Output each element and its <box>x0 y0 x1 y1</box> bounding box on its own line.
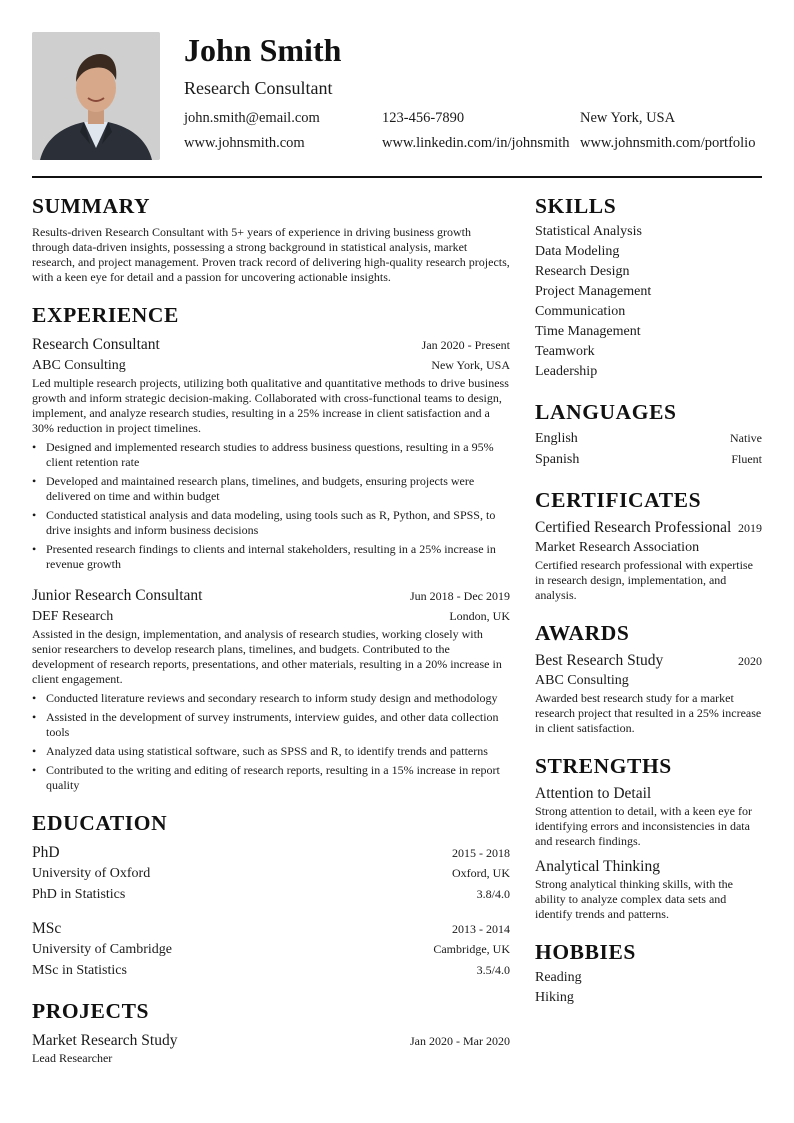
project-entry <box>32 1031 510 1066</box>
list-item: • Conducted statistical analysis and data modeling, using tools such as R, Python, and SPSS, to drive insights and inform business decisions <box>32 508 510 538</box>
job-bullets <box>32 440 510 572</box>
job-location: New York, USA <box>431 358 510 372</box>
job-company: DEF Research <box>32 609 114 624</box>
certificate-year: 2019 <box>738 521 762 535</box>
school: University of Oxford <box>32 866 151 881</box>
strength-name: Attention to Detail <box>535 785 652 802</box>
summary-heading: SUMMARY <box>32 194 151 218</box>
school-location: Oxford, UK <box>452 866 510 880</box>
certificates-section <box>535 486 762 603</box>
gpa: 3.8/4.0 <box>476 887 510 901</box>
gpa: 3.5/4.0 <box>476 963 510 977</box>
list-item: • Designed and implemented research studies to address business questions, resulting in a 95% client retention rate <box>32 440 510 470</box>
linkedin-link[interactable]: www.linkedin.com/in/johnsmith <box>382 135 570 151</box>
award-year: 2020 <box>738 654 762 668</box>
languages-heading: LANGUAGES <box>535 400 677 424</box>
skill-item: Teamwork <box>535 344 595 359</box>
hobbies-heading: HOBBIES <box>535 940 636 964</box>
job-location: London, UK <box>449 609 510 623</box>
list-item: • Developed and maintained research plans, timelines, and budgets, ensuring projects were delivered on time and within budget <box>32 474 510 504</box>
job-dates: Jun 2018 - Dec 2019 <box>410 589 510 603</box>
skill-item: Leadership <box>535 364 598 379</box>
degree: MSc <box>32 920 62 937</box>
hobbies-section <box>535 938 762 1008</box>
degree: PhD <box>32 844 60 861</box>
strength-description: Strong attention to detail, with a keen eye for identifying errors and inconsistencies in data and research findings. <box>535 804 752 848</box>
school-location: Cambridge, UK <box>433 942 510 956</box>
languages-section <box>535 398 762 470</box>
job-title: Junior Research Consultant <box>32 587 203 604</box>
summary-section <box>32 192 510 285</box>
skill-item: Statistical Analysis <box>535 224 642 239</box>
skill-item: Communication <box>535 304 626 319</box>
main-column <box>32 192 510 1082</box>
skill-item: Project Management <box>535 284 652 299</box>
strengths-section <box>535 752 762 922</box>
website-link[interactable]: www.johnsmith.com <box>184 135 305 151</box>
list-item: • Contributed to the writing and editing of research reports, resulting in a 15% increase in report quality <box>32 763 510 793</box>
language-name: English <box>535 431 578 446</box>
strength-description: Strong analytical thinking skills, with the ability to analyze complex data sets and identify trends and patterns. <box>535 877 733 921</box>
strength-name: Analytical Thinking <box>535 858 660 875</box>
award-description: Awarded best research study for a market research project that resulted in a 25% increase in client satisfaction. <box>535 691 762 735</box>
job-entry <box>32 586 510 793</box>
certificate-name: Certified Research Professional <box>535 519 732 536</box>
list-item: • Presented research findings to clients and internal stakeholders, resulting in a 25% increase in revenue growth <box>32 542 510 572</box>
education-dates: 2013 - 2014 <box>452 922 510 936</box>
project-dates: Jan 2020 - Mar 2020 <box>410 1034 510 1048</box>
list-item: • Analyzed data using statistical software, such as SPSS and R, to identify trends and patterns <box>32 744 510 759</box>
job-dates: Jan 2020 - Present <box>421 338 510 352</box>
location-text: New York, USA <box>580 110 676 126</box>
language-name: Spanish <box>535 452 580 467</box>
education-section <box>32 809 510 981</box>
education-entry <box>32 919 510 981</box>
certificates-heading: CERTIFICATES <box>535 488 702 512</box>
hobby-item: Reading <box>535 970 582 985</box>
language-level: Fluent <box>731 452 762 466</box>
job-description: Led multiple research projects, utilizing both qualitative and quantitative methods to drive business growth and inform strategic decision-making. Collaborated with cross-functional teams to design, implement, and analyze research studies, resulting in a 25% increase in client satisfaction and a 30% reduction in project timelines. <box>32 376 509 435</box>
certificate-issuer: Market Research Association <box>535 540 700 555</box>
education-dates: 2015 - 2018 <box>452 846 510 860</box>
education-heading: EDUCATION <box>32 811 168 835</box>
job-title: Research Consultant <box>32 336 160 353</box>
school: University of Cambridge <box>32 942 172 957</box>
skill-item: Research Design <box>535 264 630 279</box>
certificate-description: Certified research professional with expertise in research design, implementation, and analysis. <box>535 558 753 602</box>
experience-section <box>32 301 510 793</box>
header-divider <box>32 176 762 178</box>
job-description: Assisted in the design, implementation, and analysis of research studies, working closely with senior researchers to develop research plans, timelines, and budgets. Contributed to the development of research reports, presentations, and other materials, resulting in a 20% increase in client engagement. <box>32 627 502 686</box>
list-item: • Assisted in the development of survey instruments, interview guides, and other data collection tools <box>32 710 510 740</box>
candidate-name: John Smith <box>184 32 342 68</box>
job-entry <box>32 335 510 572</box>
field-of-study: PhD in Statistics <box>32 887 126 902</box>
job-bullets <box>32 691 510 793</box>
side-column <box>535 192 762 1024</box>
summary-text: Results-driven Research Consultant with 5+ years of experience in driving business growth through data-driven insights, possessing a strong background in statistical analysis, market research, and project management. Proven track record of delivering high-quality research projects, with a keen eye for detail and a passion for uncovering actionable insights. <box>32 225 510 284</box>
projects-section <box>32 997 510 1066</box>
skills-section <box>535 192 762 382</box>
email-link[interactable]: john.smith@email.com <box>184 110 320 126</box>
award-name: Best Research Study <box>535 652 664 669</box>
education-entry <box>32 843 510 905</box>
language-level: Native <box>730 431 762 445</box>
job-company: ABC Consulting <box>32 358 126 373</box>
project-name: Market Research Study <box>32 1032 178 1049</box>
portfolio-link[interactable]: www.johnsmith.com/portfolio <box>580 135 756 151</box>
phone-number: 123-456-7890 <box>382 110 465 126</box>
profile-photo <box>32 32 160 160</box>
awards-heading: AWARDS <box>535 621 630 645</box>
projects-heading: PROJECTS <box>32 999 150 1023</box>
strengths-heading: STRENGTHS <box>535 754 672 778</box>
award-issuer: ABC Consulting <box>535 673 629 688</box>
person-portrait-icon <box>32 32 160 160</box>
experience-heading: EXPERIENCE <box>32 303 179 327</box>
candidate-title: Research Consultant <box>184 78 333 98</box>
awards-section <box>535 619 762 736</box>
project-role: Lead Researcher <box>32 1051 113 1065</box>
skill-item: Time Management <box>535 324 641 339</box>
field-of-study: MSc in Statistics <box>32 963 127 978</box>
skills-heading: SKILLS <box>535 194 617 218</box>
hobby-item: Hiking <box>535 990 574 1005</box>
skill-item: Data Modeling <box>535 244 620 259</box>
list-item: • Conducted literature reviews and secondary research to inform study design and methodology <box>32 691 510 706</box>
